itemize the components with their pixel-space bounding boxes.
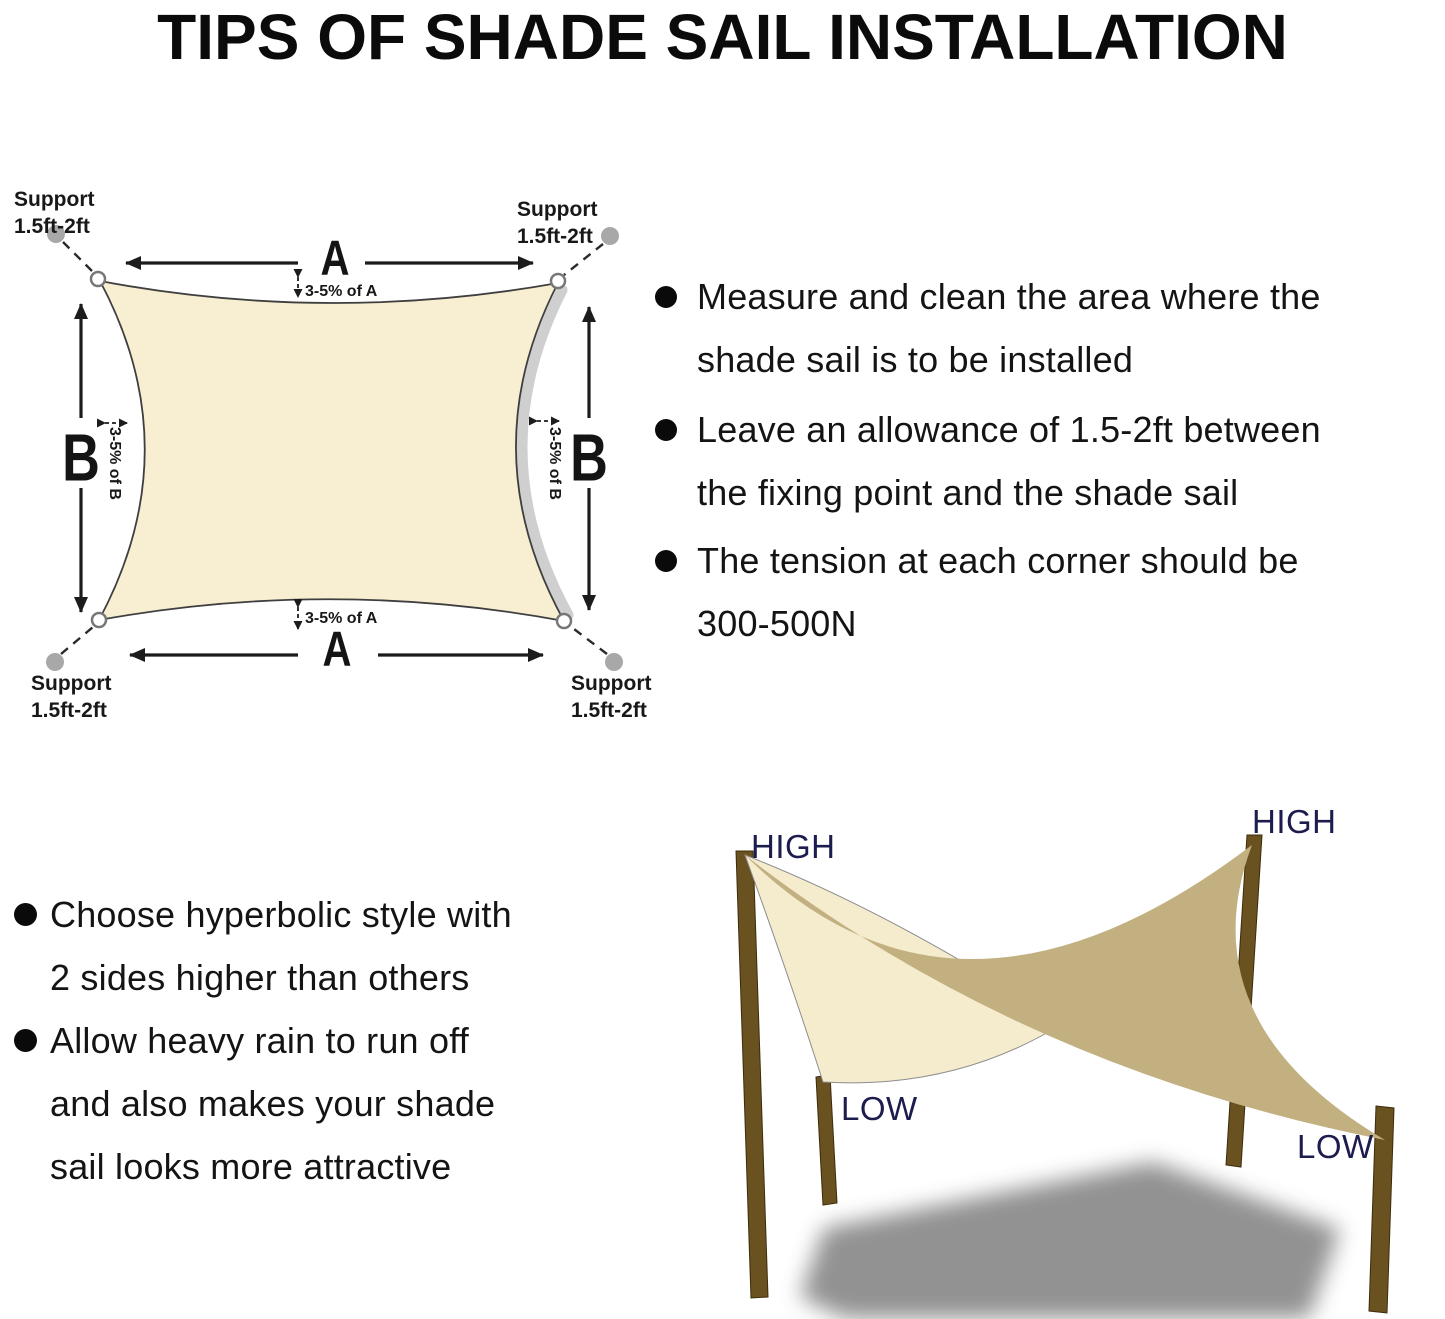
tip-item [697, 398, 1321, 524]
support-label-bottom-left [31, 670, 111, 724]
support-label-line2: 1.5ft-2ft [517, 225, 593, 248]
post-back-left-high [736, 851, 768, 1298]
tip-line: shade sail is to be installed [697, 339, 1134, 380]
support-label-line2: 1.5ft-2ft [571, 699, 647, 722]
support-point-bottom-right [605, 653, 623, 671]
bullet-dot [655, 286, 677, 308]
bullet-dot [655, 419, 677, 441]
label-high-left: HIGH [751, 828, 836, 865]
tip-line: 300-500N [697, 603, 857, 644]
support-label-line2: 1.5ft-2ft [14, 215, 90, 238]
page-title: TIPS OF SHADE SAIL INSTALLATION [157, 1, 1288, 73]
support-label-top-right [517, 196, 597, 250]
dimension-letter-a-bottom: A [322, 622, 352, 677]
dimension-letter-b-left: B [62, 420, 100, 496]
tip-line: 2 sides higher than others [50, 957, 470, 998]
support-point-bottom-left [46, 653, 64, 671]
bullet-dot [14, 903, 37, 926]
tip-line: sail looks more attractive [50, 1146, 452, 1187]
dimension-letter-b-right: B [570, 420, 608, 496]
tip-line: The tension at each corner should be [697, 540, 1299, 581]
sag-label-a-bottom: 3-5% of A [305, 610, 378, 627]
support-label-top-left [14, 186, 94, 240]
corner-ring-bottom-left [92, 613, 106, 627]
support-label-line1: Support [517, 198, 598, 221]
bullet-dot [14, 1029, 37, 1052]
label-low-left: LOW [841, 1090, 918, 1127]
tip-line: Choose hyperbolic style with [50, 894, 512, 935]
label-low-right: LOW [1297, 1128, 1374, 1165]
tip-line: Leave an allowance of 1.5-2ft between [697, 409, 1321, 450]
sag-label-a-top: 3-5% of A [305, 283, 378, 300]
dimension-letter-a-top: A [320, 231, 350, 286]
tip-item [50, 1009, 495, 1198]
tip-line: Measure and clean the area where the [697, 276, 1321, 317]
tip-line: and also makes your shade [50, 1083, 496, 1124]
sag-label-b-right: 3-5% of B [546, 427, 563, 500]
post-front-left-low [816, 1075, 837, 1205]
support-label-line1: Support [14, 188, 95, 211]
support-label-line2: 1.5ft-2ft [31, 699, 107, 722]
tip-line: the fixing point and the shade sail [697, 472, 1239, 513]
corner-ring-top-left [91, 272, 105, 286]
label-high-right: HIGH [1252, 803, 1337, 840]
hyperbolic-sail-illustration [736, 835, 1394, 1318]
tip-item [50, 883, 512, 1009]
support-point-top-right [601, 227, 619, 245]
support-label-line1: Support [31, 672, 112, 695]
ground-shadow [800, 1162, 1340, 1318]
sag-label-b-left: 3-5% of B [106, 427, 123, 500]
support-label-line1: Support [571, 672, 652, 695]
flat-sail-shape [99, 281, 564, 621]
tip-item [697, 265, 1321, 391]
support-label-bottom-right [571, 670, 651, 724]
corner-ring-bottom-right [557, 614, 571, 628]
tip-item [697, 529, 1299, 655]
bullet-dot [655, 550, 677, 572]
tip-line: Allow heavy rain to run off [50, 1020, 469, 1061]
corner-ring-top-right [551, 274, 565, 288]
